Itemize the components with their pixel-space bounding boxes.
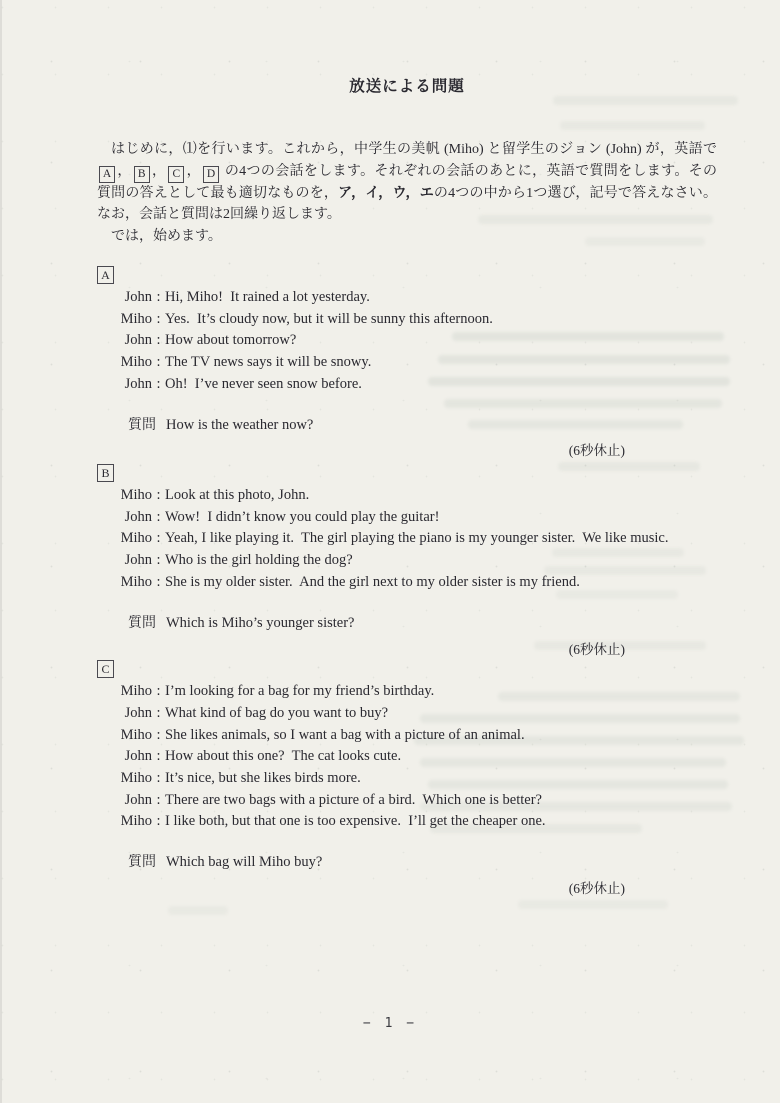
section-b-header (97, 464, 717, 482)
page-title: 放送による問題 (349, 78, 465, 95)
dialogue-text: How about this one? The cat looks cute. (165, 748, 402, 765)
choice-box-d: D (203, 166, 219, 183)
section-a-header (97, 266, 717, 284)
section-a-dialogue (97, 287, 717, 396)
speaker-name: Miho (120, 683, 152, 700)
dialogue-line (97, 790, 717, 812)
speaker-name: Miho (120, 353, 152, 370)
dialogue-line (97, 811, 717, 833)
question-text: How is the weather now? (166, 416, 314, 433)
speaker-name: John (124, 748, 152, 765)
speaker-colon: : (156, 726, 161, 743)
intro-text-seg3: の4つの中から1つ選び，記号で答えなさい。なお，会話と質問は2回繰り返します。 (97, 185, 717, 223)
intro-text-seg1: はじめに，⑴を行います。これから，中学生の美帆 (Miho) と留学生のジョン (John) が，英語で (111, 142, 717, 157)
pause-marker: (6秒休止) (568, 641, 625, 657)
page-number: − 1 − (362, 1016, 418, 1031)
intro-start-line: では，始めます。 (111, 229, 222, 245)
speaker-name: John (124, 375, 152, 392)
dialogue-text: Yeah, I like playing it. The girl playing the piano is my younger sister. We like music. (165, 530, 669, 547)
dialogue-text: Yes. It’s cloudy now, but it will be sunny this afternoon. (165, 310, 493, 327)
section-a-label-box: A (97, 266, 114, 284)
speaker-colon: : (156, 748, 161, 765)
dialogue-line (97, 768, 717, 790)
dialogue-line (97, 287, 717, 309)
speaker-name: Miho (120, 530, 152, 547)
dialogue-line (97, 352, 717, 374)
section-b-label-box: B (97, 464, 114, 482)
section-c-header (97, 660, 717, 678)
dialogue-text: How about tomorrow? (165, 332, 297, 349)
speaker-name: Miho (120, 813, 152, 830)
speaker-colon: : (156, 288, 161, 305)
section-a-question (97, 415, 717, 437)
speaker-colon: : (156, 813, 161, 830)
dialogue-line (97, 309, 717, 331)
speaker-name: Miho (120, 310, 152, 327)
dialogue-line (97, 746, 717, 768)
dialogue-text: What kind of bag do you want to buy? (165, 704, 389, 721)
speaker-colon: : (156, 353, 161, 370)
dialogue-text: It’s nice, but she likes birds more. (165, 770, 361, 787)
intro-comma: ， (117, 163, 132, 179)
speaker-name: John (124, 288, 152, 305)
speaker-colon: : (156, 332, 161, 349)
pause-marker: (6秒休止) (568, 443, 625, 459)
section-c-dialogue (97, 681, 717, 833)
question-text: Which bag will Miho buy? (166, 854, 323, 871)
choice-box-c: C (168, 166, 184, 183)
speaker-name: John (124, 552, 152, 569)
dialogue-text: I’m looking for a bag for my friend’s birthday. (165, 683, 435, 700)
speaker-colon: : (156, 487, 161, 504)
speaker-name: John (124, 704, 152, 721)
dialogue-line (97, 528, 717, 550)
dialogue-line (97, 681, 717, 703)
speaker-colon: : (156, 770, 161, 787)
question-label: 質問 (128, 615, 156, 631)
speaker-colon: : (156, 704, 161, 721)
dialogue-text: She is my older sister. And the girl next to my older sister is my friend. (165, 573, 580, 590)
choice-box-a: A (99, 166, 115, 183)
speaker-colon: : (156, 310, 161, 327)
intro-comma: ， (151, 163, 167, 179)
dialogue-text: I like both, but that one is too expensive. I’ll get the cheaper one. (165, 813, 546, 830)
dialogue-line (97, 703, 717, 725)
speaker-name: Miho (120, 487, 152, 504)
section-c-label-box: C (97, 660, 114, 678)
dialogue-text: There are two bags with a picture of a bird. Which one is better? (165, 791, 542, 808)
dialogue-line (97, 374, 717, 396)
speaker-colon: : (156, 530, 161, 547)
speaker-colon: : (156, 573, 161, 590)
intro-text-seg2: の4つの会話をします。それぞれの会話のあとに，英語で質問をします。その質問の答えとして最も適切なものを， (97, 163, 717, 201)
dialogue-text: Wow! I didn’t know you could play the guitar! (165, 508, 440, 525)
bleedthrough-mark (518, 900, 668, 909)
speaker-name: Miho (120, 726, 152, 743)
dialogue-text: Hi, Miho! It rained a lot yesterday. (165, 288, 370, 305)
speaker-colon: : (156, 791, 161, 808)
dialogue-text: The TV news says it will be snowy. (165, 353, 372, 370)
speaker-name: John (124, 791, 152, 808)
dialogue-line (97, 507, 717, 529)
question-label: 質問 (128, 855, 156, 871)
pause-marker: (6秒休止) (568, 881, 625, 897)
intro-comma: ， (186, 163, 202, 179)
document-content (97, 0, 717, 900)
intro-paragraph (97, 139, 717, 226)
choice-box-b: B (134, 166, 150, 183)
speaker-colon: : (156, 375, 161, 392)
speaker-name: Miho (120, 573, 152, 590)
speaker-colon: : (156, 552, 161, 569)
question-label: 質問 (128, 417, 156, 433)
dialogue-line (97, 725, 717, 747)
section-c-question (97, 852, 717, 874)
speaker-colon: : (156, 508, 161, 525)
speaker-name: Miho (120, 770, 152, 787)
dialogue-line (97, 485, 717, 507)
dialogue-text: Who is the girl holding the dog? (165, 552, 353, 569)
speaker-name: John (124, 508, 152, 525)
bleedthrough-mark (168, 906, 228, 915)
dialogue-line (97, 550, 717, 572)
dialogue-line (97, 572, 717, 594)
dialogue-line (97, 330, 717, 352)
dialogue-text: She likes animals, so I want a bag with a picture of an animal. (165, 726, 525, 743)
question-text: Which is Miho’s younger sister? (166, 614, 355, 631)
speaker-name: John (124, 332, 152, 349)
section-b-question (97, 613, 717, 635)
speaker-colon: : (156, 683, 161, 700)
intro-answer-options: ア，イ，ウ，エ (338, 185, 434, 201)
section-b-dialogue (97, 485, 717, 594)
dialogue-text: Look at this photo, John. (165, 487, 310, 504)
dialogue-text: Oh! I’ve never seen snow before. (165, 375, 362, 392)
